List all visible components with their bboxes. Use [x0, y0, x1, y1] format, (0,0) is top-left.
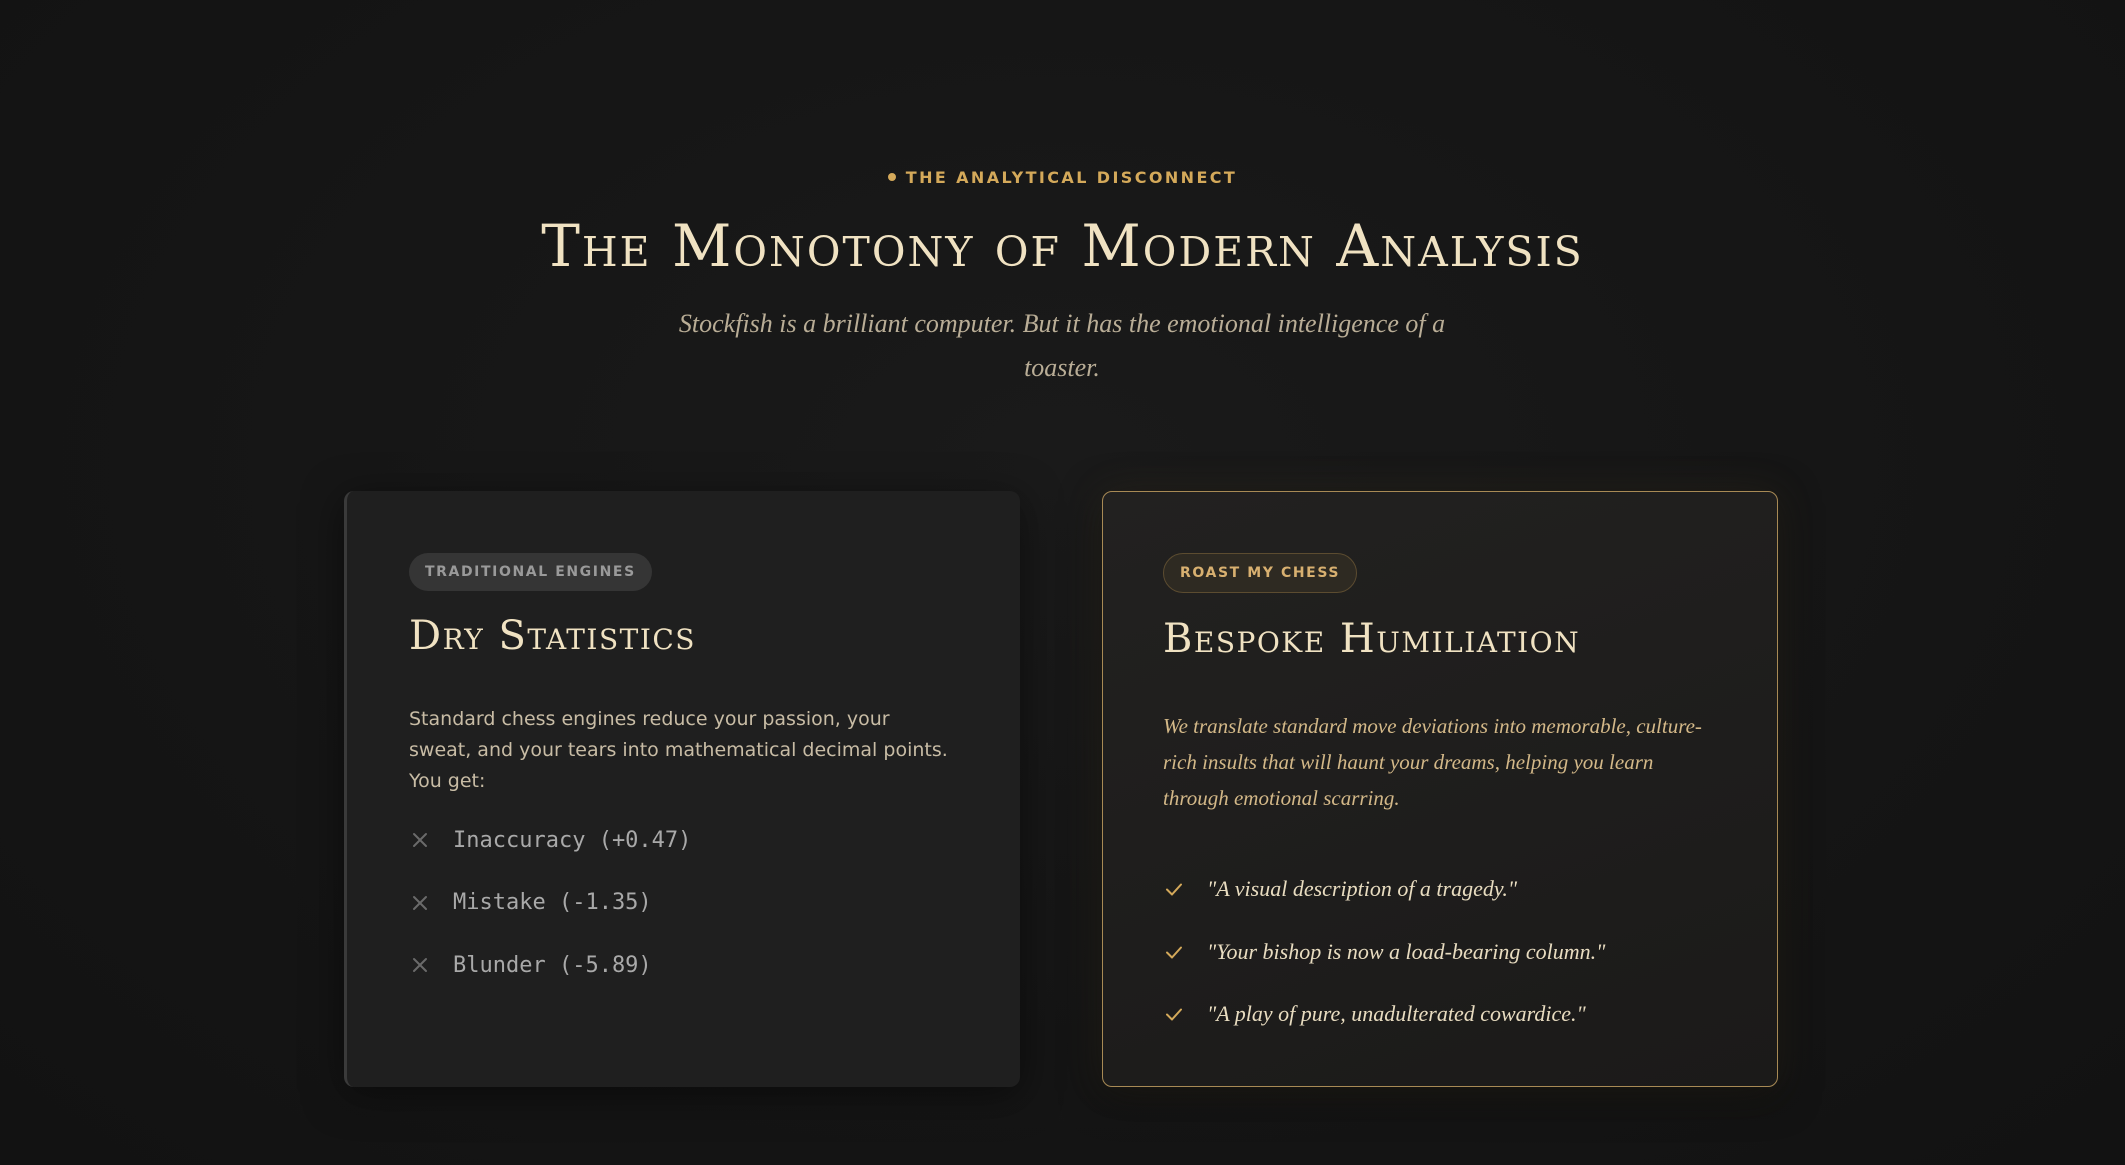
check-icon	[1163, 1003, 1185, 1025]
section-eyebrow	[0, 168, 2125, 187]
roast-my-chess-card	[1102, 491, 1778, 1087]
roast-my-chess-badge: ROAST MY CHESS	[1163, 553, 1357, 593]
roast-quote: "A visual description of a tragedy."	[1207, 876, 1518, 902]
list-item	[409, 809, 691, 872]
traditional-card-title: Dry Statistics	[409, 613, 696, 659]
list-item	[1163, 921, 1605, 984]
list-item	[1163, 858, 1605, 921]
roast-quotes-list	[1163, 858, 1605, 1046]
traditional-engines-badge: TRADITIONAL ENGINES	[409, 553, 652, 591]
stat-label: Mistake (-1.35)	[453, 890, 652, 916]
traditional-stats-list	[409, 809, 691, 997]
list-item	[409, 934, 691, 997]
traditional-card-description: Standard chess engines reduce your passion, your sweat, and your tears into mathematical decimal points. You get:	[409, 708, 948, 792]
bullet-dot-icon	[888, 173, 896, 181]
section-title: The Monotony of Modern Analysis	[541, 212, 1584, 280]
x-icon	[409, 954, 431, 976]
check-icon	[1163, 941, 1185, 963]
stat-label: Inaccuracy (+0.47)	[453, 827, 692, 853]
roast-quote: "Your bishop is now a load-bearing column."	[1207, 938, 1606, 964]
check-icon	[1163, 878, 1185, 900]
stat-label: Blunder (-5.89)	[453, 952, 652, 978]
x-icon	[409, 892, 431, 914]
roast-card-description: We translate standard move deviations into memorable, culture-rich insults that will haunt your dreams, helping you learn through emotional scarring.	[1163, 714, 1702, 810]
roast-card-title: Bespoke Humiliation	[1163, 616, 1581, 662]
list-item	[409, 872, 691, 935]
roast-quote: "A play of pure, unadulterated cowardice."	[1207, 1001, 1586, 1027]
eyebrow-text: THE ANALYTICAL DISCONNECT	[905, 168, 1238, 187]
x-icon	[409, 829, 431, 851]
section-subtitle: Stockfish is a brilliant computer. But it has the emotional intelligence of a toaster.	[678, 309, 1446, 382]
list-item	[1163, 983, 1605, 1046]
traditional-engines-card	[344, 491, 1020, 1087]
